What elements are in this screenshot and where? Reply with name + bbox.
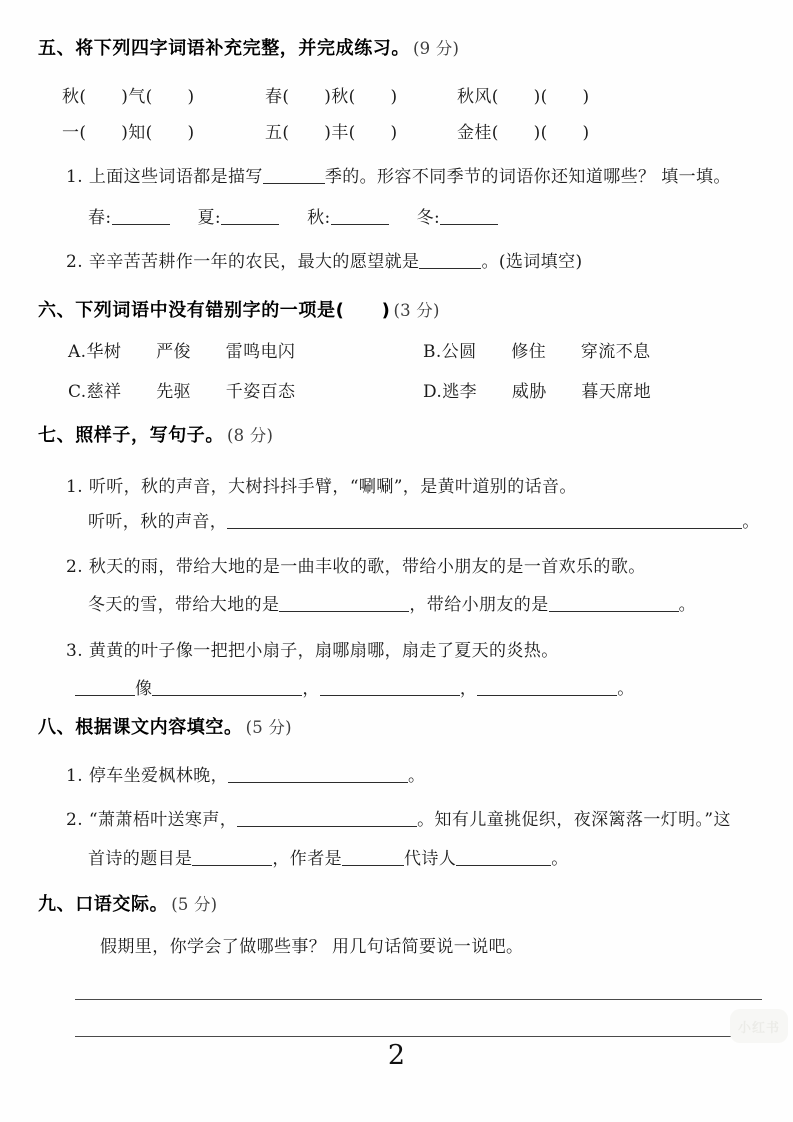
section-9-heading — [38, 894, 217, 916]
text-segment: ， — [302, 679, 320, 699]
text-segment: 冬天的雪，带给大地的是 — [88, 595, 280, 615]
word-group: 秋风( )( ) — [457, 87, 590, 107]
text-segment: 夏: — [197, 208, 222, 228]
fill-in-blank — [456, 849, 551, 866]
text-segment: 。 — [408, 766, 426, 786]
section-6-number: 六、 — [38, 300, 76, 321]
section-8-question-2 — [66, 809, 731, 831]
example-sentence-1: 1. 听听，秋的声音，大树抖抖手臂，“唰唰”，是黄叶道别的话音。 — [66, 477, 577, 497]
text-segment: 。 — [678, 595, 697, 615]
text-segment: 。知有儿童挑促织，夜深篱落一灯明。”这 — [417, 810, 731, 830]
answer-rule-1 — [75, 999, 762, 1000]
option-b: B.公圆 修住 穿流不息 — [423, 342, 651, 362]
text-segment: 2. “萧萧梧叶送寒声， — [66, 810, 238, 830]
fill-in-blank — [192, 849, 272, 866]
section-7-score: (8 分) — [227, 426, 274, 445]
text-segment: 2. 辛辛苦苦耕作一年的农民，最大的愿望就是 — [66, 252, 420, 272]
options-row-2 — [68, 381, 652, 403]
options-row-1 — [68, 341, 651, 363]
fill-in-blank — [228, 766, 408, 783]
section-9-title: 口语交际。 — [75, 894, 169, 915]
section-5-question-1 — [66, 166, 731, 188]
section-7-title: 照样子，写句子。 — [75, 425, 225, 446]
text-segment: ，带给小朋友的是 — [409, 595, 549, 615]
text-segment: 秋: — [307, 208, 331, 228]
watermark-badge — [730, 1009, 788, 1043]
text-segment: 春: — [88, 208, 112, 228]
text-segment: 像 — [135, 679, 153, 699]
text-segment: 。 — [551, 849, 569, 869]
section-8-heading — [38, 717, 292, 739]
section-9-prompt: 假期里，你学会了做哪些事？ 用几句话简要说一说吧。 — [100, 937, 524, 957]
text-segment: 冬: — [416, 208, 441, 228]
fill-in-blank — [279, 595, 409, 612]
answer-line-1 — [88, 511, 760, 533]
fill-in-blank — [152, 679, 302, 696]
word-group: 一( )知( ) — [62, 123, 195, 143]
option-a: A.华树 严俊 雷鸣电闪 — [68, 342, 296, 362]
section-6-title: 下列词语中没有错别字的一项是( ) — [75, 300, 391, 321]
text-segment: 1. 上面这些词语都是描写 — [66, 167, 263, 187]
fill-in-blank — [419, 252, 481, 269]
section-7-heading — [38, 425, 273, 447]
example-sentence-3: 3. 黄黄的叶子像一把把小扇子，扇哪扇哪，扇走了夏天的炎热。 — [66, 641, 559, 661]
fill-in-blank — [549, 595, 679, 612]
spacer — [279, 222, 307, 223]
answer-rule-2 — [75, 1036, 762, 1037]
section-5-score: (9 分) — [413, 39, 460, 58]
text-segment: 。 — [617, 679, 635, 699]
example-sentence-2: 2. 秋天的雨，带给大地的是一曲丰收的歌，带给小朋友的是一首欢乐的歌。 — [66, 557, 646, 577]
fill-in-blank — [342, 849, 404, 866]
section-8-question-1 — [66, 765, 425, 787]
season-fill-line — [88, 207, 498, 229]
section-8-title: 根据课文内容填空。 — [75, 717, 243, 738]
word-group: 春( )秋( ) — [265, 87, 398, 107]
fill-in-blank — [263, 167, 325, 184]
section-5-question-2 — [66, 251, 583, 273]
fill-in-blank — [440, 208, 498, 225]
text-segment: 。(选词填空) — [481, 252, 583, 272]
fill-in-blank — [331, 208, 389, 225]
section-5-number: 五、 — [38, 38, 76, 59]
page-number: 2 — [387, 1040, 406, 1071]
option-d: D.逃李 威胁 暮天席地 — [423, 382, 652, 402]
fill-in-blank — [221, 208, 279, 225]
section-5-heading — [38, 38, 459, 60]
section-6-heading — [38, 300, 440, 322]
word-group: 金桂( )( ) — [457, 123, 590, 143]
section-6-score: (3 分) — [393, 301, 440, 320]
section-8-number: 八、 — [38, 717, 76, 738]
section-9-number: 九、 — [38, 894, 76, 915]
fill-in-blank — [237, 810, 417, 827]
text-segment: 季的。形容不同季节的词语你还知道哪些？ 填一填。 — [324, 167, 731, 187]
answer-line-3 — [75, 678, 635, 700]
word-row-2 — [62, 122, 590, 144]
watermark-text: 小红书 — [737, 1020, 780, 1036]
text-segment: ，作者是 — [272, 849, 343, 869]
word-group: 五( )丰( ) — [265, 123, 398, 143]
section-8-question-2-continued — [88, 848, 569, 870]
section-7-number: 七、 — [38, 425, 76, 446]
text-segment: 代诗人 — [404, 849, 457, 869]
fill-in-blank — [75, 679, 135, 696]
text-segment: 。 — [742, 512, 760, 532]
text-segment: 首诗的题目是 — [88, 849, 193, 869]
option-c: C.慈祥 先驱 千姿百态 — [68, 382, 296, 402]
text-segment: ， — [459, 679, 478, 699]
fill-in-blank — [320, 679, 460, 696]
spacer — [170, 222, 198, 223]
word-group: 秋( )气( ) — [62, 87, 195, 107]
text-segment: 1. 停车坐爱枫林晚， — [66, 766, 229, 786]
section-5-title: 将下列四字词语补充完整，并完成练习。 — [75, 38, 411, 59]
text-segment: 听听，秋的声音， — [88, 512, 228, 532]
answer-line-2 — [88, 594, 696, 616]
section-8-score: (5 分) — [245, 718, 292, 737]
fill-in-blank — [112, 208, 170, 225]
fill-in-blank — [227, 512, 742, 529]
fill-in-blank — [477, 679, 617, 696]
word-row-1 — [62, 86, 590, 108]
spacer — [389, 222, 417, 223]
section-9-score: (5 分) — [171, 895, 218, 914]
